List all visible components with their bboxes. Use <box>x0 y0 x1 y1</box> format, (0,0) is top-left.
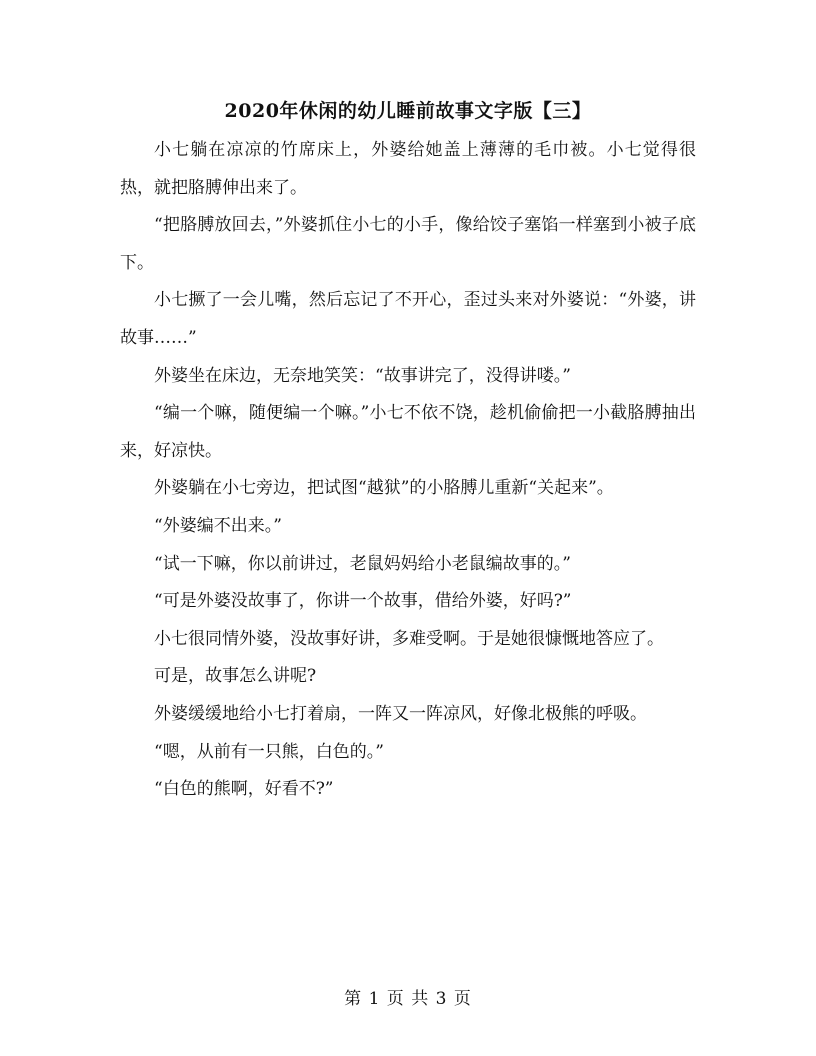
paragraph: 外婆躺在小七旁边，把试图“越狱”的小胳膊儿重新“关起来”。 <box>154 478 614 499</box>
paragraph: 外婆坐在床边，无奈地笑笑：“故事讲完了，没得讲喽。” <box>154 365 571 386</box>
document-title: 2020年休闲的幼儿睡前故事文字版【三】 <box>224 100 592 122</box>
paragraph: “白色的熊啊，好看不?” <box>154 779 334 800</box>
paragraph: “把胳膊放回去，”外婆抓住小七的小手，像给饺子塞馅一样塞到小被子底下。 <box>120 215 696 273</box>
paragraph: 小七躺在凉凉的竹席床上，外婆给她盖上薄薄的毛巾被。小七觉得很热，就把胳膊伸出来了。 <box>120 140 696 198</box>
paragraph: 可是，故事怎么讲呢? <box>154 666 317 687</box>
paragraph: 外婆缓缓地给小七打着扇，一阵又一阵凉风，好像北极熊的呼吸。 <box>154 703 647 724</box>
paragraph: “可是外婆没故事了，你讲一个故事，借给外婆，好吗?” <box>154 591 572 612</box>
document-body <box>120 132 696 809</box>
paragraph: 小七撅了一会儿嘴，然后忘记了不开心，歪过头来对外婆说：“外婆，讲故事……” <box>120 290 696 348</box>
paragraph: “嗯，从前有一只熊，白色的。” <box>154 741 384 762</box>
paragraph: “编一个嘛，随便编一个嘛。”小七不依不饶，趁机偷偷把一小截胳膊抽出来，好凉快。 <box>120 403 696 461</box>
paragraph: 小七很同情外婆，没故事好讲，多难受啊。于是她很慷慨地答应了。 <box>154 628 664 649</box>
paragraph: “外婆编不出来。” <box>154 515 282 536</box>
page-number-footer: 第 1 页 共 3 页 <box>344 989 472 1009</box>
paragraph: “试一下嘛，你以前讲过，老鼠妈妈给小老鼠编故事的。” <box>154 553 571 574</box>
